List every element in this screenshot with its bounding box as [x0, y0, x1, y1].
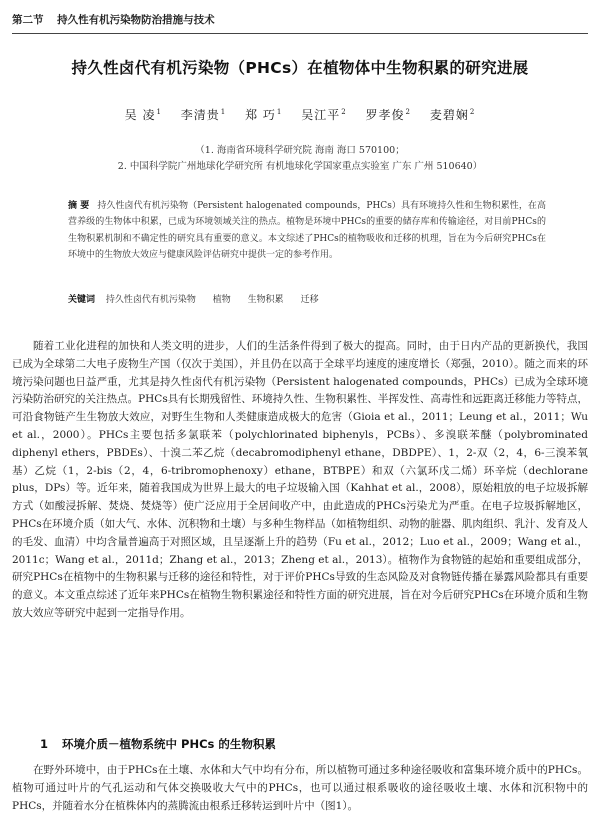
keyword: 植物 — [212, 295, 231, 305]
author: 吴江平$^2$ — [301, 108, 347, 122]
keyword: 持久性卤代有机污染物 — [105, 295, 196, 305]
author: 麦碧娴$^2$ — [429, 108, 476, 122]
author: 罗孝俊$^2$ — [365, 108, 412, 122]
keywords-label: 关键词 — [68, 295, 96, 305]
header-section: 第二节 — [12, 14, 44, 26]
abstract-text: 持久性卤代有机污染物（Persistent halogenated compounds，PHCs）具有环境持久性和生物积累性，在高营养级的生物体中积累，已成为环境领域关注的热点。植物是环境中PHCs的重要的储存库和传输途径，对目前PHCs的生物积累机制和不确定性的研究具有重要的意义。本文综述了PHCs的植物吸收和迁移的机理，旨在为今后研究PHCs在环境中的生物放大效应与健康风险评估研究中提供一定的参考作用。 — [68, 201, 546, 260]
keywords — [68, 292, 546, 305]
abstract — [68, 198, 546, 263]
header-divider — [12, 33, 588, 34]
keyword: 生物积累 — [247, 295, 284, 305]
author: 郑 巧$^1$ — [245, 108, 283, 122]
affiliation-1: （1. 海南省环境科学研究院 海南 海口 570100； — [195, 145, 405, 156]
section-number: 1 — [40, 737, 49, 751]
keyword: 迁移 — [300, 295, 319, 305]
abstract-label: 摘 要 — [68, 201, 90, 211]
author: 李清贵$^1$ — [180, 108, 227, 122]
running-header — [12, 12, 225, 27]
section-title: 环境介质－植物系统中 PHCs 的生物积累 — [62, 737, 276, 751]
section-paragraph: 在野外环境中，由于PHCs在土壤、水体和大气中均有分布，所以植物可通过多种途径吸收和富集环境介质中的PHCs。植物可通过叶片的气孔运动和气体交换吸收大气中的PHCs，也可以通过根系吸收的途径吸收土壤、水体和沉积物中的PHCs，并随着水分在植株体内的蒸腾流由根系迁移转运到叶片中（图1）。 — [12, 764, 588, 812]
intro-paragraph: 随着工业化进程的加快和人类文明的进步，人们的生活条件得到了极大的提高。同时，由于日内产品的更新换代，我国已成为全球第二大电子废物生产国（仅次于美国），并且仍在以高于全球平均速度的速度增长（郑强，2010）。随之而来的环境污染问题也日益严重，尤其是持久性卤代有机污染物（Persistent halogenated compounds，PHCs）已成为全球环境污染防治研究的关注热点。PHCs具有长期残留性、环境持久性、生物积累性、半挥发性、高毒性和远距离迁移能力等特点，可沿食物链产生生物放大效应，对野生生物和人类健康造成极大的危害（Gioia et al.，2011；Leung et al.，2011；Wu et al.，2000）。PHCs主要包括多氯联苯（polychlorinated biphenyls，PCBs）、多溴联苯醚（polybrominated diphenyl ethers，PBDEs）、十溴二苯乙烷（decabromodiphenyl ethane，DBDPE）、1，2-双（2，4，6-三溴苯氧基）乙烷（1，2-bis（2，4，6-tribromophenoxy）ethane，BTBPE）和双（六氯环戊二烯）环辛烷（dechlorane plus，DPs）等。近年来，随着我国成为世界上最大的电子垃圾输入国（Kahhat et al.，2008），原始粗放的电子垃圾拆解方式（如酸浸拆解、焚烧、焚烧等）使广泛应用于全居间收产中，由此造成的PHCs污染尤为严重。在电子垃圾拆解地区，PHCs在环境介质（如大气、水体、沉积物和土壤）与多种生物样品（如植物组织、动物的脏器、肌肉组织、乳汁、发育及人的毛发、血清）中均含量普遍高于对照区域，且呈逐渐上升的趋势（Fu et al.，2012；Luo et al.，2009；Wang et al.，2011c；Wang et al.，2011d；Zhang et al.，2013；Zheng et al.，2013）。植物作为食物链的起始和重要组成部分，研究PHCs在植物中的生物积累与迁移的途径和特性，对于评价PHCs导致的生态风险及对食物链传播在暴露风险都具有重要的意义。本文重点综述了近年来PHCs在植物生物积累途径和特性方面的研究进展，旨在对今后研究PHCs在环境介质和生物放大效应等研究中起到一定指导作用。 — [12, 340, 588, 619]
author: 吴 凌$^1$ — [124, 108, 162, 122]
section-heading — [40, 736, 276, 752]
header-topic: 持久性有机污染物防治措施与技术 — [57, 14, 215, 26]
author-list — [0, 106, 600, 123]
affiliation-2: 2. 中国科学院广州地球化学研究所 有机地球化学国家重点实验室 广东 广州 510640） — [117, 161, 483, 172]
paper-title: 持久性卤代有机污染物（PHCs）在植物体中生物积累的研究进展 — [71, 59, 529, 77]
